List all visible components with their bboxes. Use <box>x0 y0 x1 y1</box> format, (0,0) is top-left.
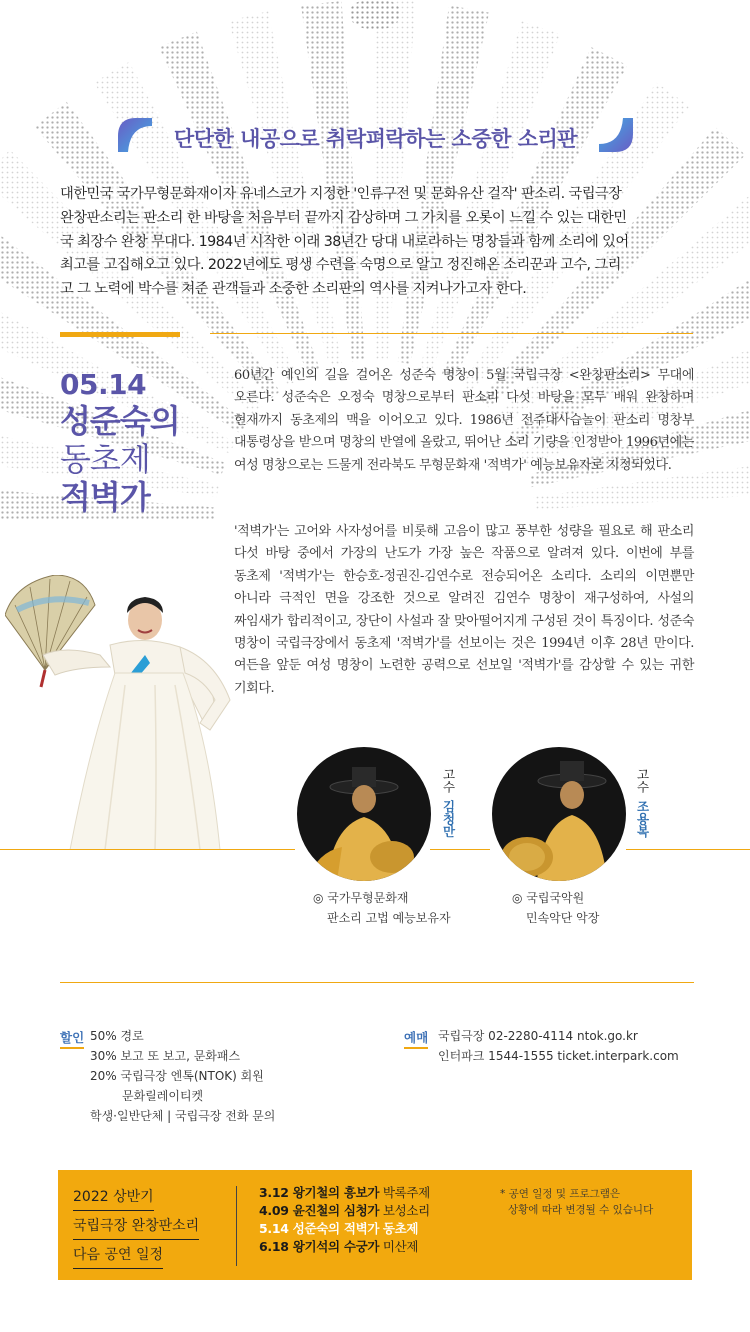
drummer-name <box>440 800 456 841</box>
intro-paragraph <box>60 183 692 302</box>
drummer-credit-2 <box>512 888 599 928</box>
discount-label: 할인 <box>60 1030 85 1045</box>
section-divider-thin <box>210 333 693 334</box>
note-line: 상황에 따라 변경될 수 있습니다 <box>508 1204 654 1216</box>
drummer-label-1 <box>440 768 456 841</box>
schedule-title: 6.18 왕기석의 수궁가 <box>259 1239 380 1254</box>
schedule-school: 박록주제 <box>382 1185 430 1200</box>
schedule-footer <box>58 1170 692 1280</box>
discount-line: 문화릴레이티켓 <box>122 1089 204 1103</box>
schedule-title: 5.14 성준숙의 적벽가 <box>259 1221 380 1236</box>
schedule-note <box>500 1186 653 1218</box>
drummer-line-right <box>626 849 750 850</box>
schedule-item <box>259 1184 430 1202</box>
credit-line: 민속악단 악장 <box>526 911 600 925</box>
footer-divider <box>236 1186 237 1266</box>
headline-left-ornament-icon <box>118 118 152 152</box>
drummer-name-text: 조용복 <box>635 800 650 838</box>
intro-line: 국 최장수 완창 무대다. 1984년 시작한 이래 38년간 당대 내로라하는 명창들과 함께 소리에 있어 <box>60 233 629 250</box>
description-paragraph-1: 60년간 예인의 길을 걸어온 성준숙 명창이 5월 국립극장 <완창판소리> 무대에 오른다. 성준숙은 오정숙 명창으로부터 판소리 다섯 바탕을 모두 배워 완창하며 현재까지 동초제의 맥을 이어오고 있다. 1986년 전주대사습놀이 판소리 명창부 대통령상을 받으며 명창의 반열에 올랐고, 뛰어난 소리 기량을 인정받아 1996년에는 여성 명창으로는 드물게 전라북도 무형문화재 '적벽가' 예능보유자로 지정되었다. <box>234 368 694 473</box>
credit-line: ◎ 국립국악원 <box>512 891 585 905</box>
schedule-item <box>259 1202 430 1220</box>
booking-line[interactable]: 국립극장 02-2280-4114 ntok.go.kr <box>438 1029 638 1043</box>
headline <box>118 118 633 158</box>
drummer-line-mid <box>430 849 490 850</box>
school-name: 동초제 <box>60 440 150 478</box>
credit-line: ◎ 국가무형문화재 <box>313 891 409 905</box>
performer-name: 성준숙의 <box>60 402 180 440</box>
schedule-item-current <box>259 1220 430 1238</box>
folding-fan-icon <box>5 575 95 687</box>
drummer-role-text: 고수 <box>441 768 456 793</box>
schedule-list <box>259 1184 430 1256</box>
section-divider-thick <box>60 332 180 337</box>
schedule-title: 3.12 왕기철의 흥보가 <box>259 1185 380 1200</box>
schedule-title: 4.09 윤진철의 심청가 <box>259 1203 380 1218</box>
next-performances-heading <box>73 1184 199 1271</box>
schedule-school: 보성소리 <box>382 1203 430 1218</box>
drummer-credit-1 <box>313 888 451 928</box>
intro-line: 최고를 고집해오고 있다. 2022년에도 평생 수련을 숙명으로 알고 정진해온 소리꾼과 고수, 그리 <box>60 257 621 274</box>
drummer-name <box>634 800 650 841</box>
drummer-role <box>440 768 456 796</box>
drummer-photo-2 <box>492 747 626 881</box>
next-heading-line: 2022 상반기 <box>73 1184 154 1211</box>
work-title: 적벽가 <box>60 478 150 516</box>
booking-line[interactable]: 인터파크 1544-1555 ticket.interpark.com <box>438 1049 679 1063</box>
drummer-line-left <box>0 849 295 850</box>
performer-photo <box>5 575 240 850</box>
note-line: * 공연 일정 및 프로그램은 <box>500 1188 621 1200</box>
performance-date: 05.14 <box>60 368 147 401</box>
drummer-role <box>634 768 650 796</box>
discount-line: 20% 국립극장 엔톡(NTOK) 회원 <box>90 1069 264 1083</box>
credit-line: 판소리 고법 예능보유자 <box>327 911 451 925</box>
schedule-school: 미산제 <box>382 1239 419 1254</box>
intro-line: 고 그 노력에 박수를 쳐준 관객들과 소중한 소리판의 역사를 지켜나가고자 한다. <box>60 281 527 298</box>
discount-line: 30% 보고 또 보고, 문화패스 <box>90 1049 241 1063</box>
discount-line: 학생·일반단체 | 국립극장 전화 문의 <box>90 1109 276 1123</box>
booking-label: 예매 <box>404 1030 429 1045</box>
schedule-item <box>259 1238 430 1256</box>
drummer-label-2 <box>634 768 650 841</box>
headline-right-ornament-icon <box>599 118 633 152</box>
description-paragraph-2: '적벽가'는 고어와 사자성어를 비롯해 고음이 많고 풍부한 성량을 필요로 해 판소리 다섯 바탕 중에서 가장의 난도가 가장 높은 작품으로 알려져 있다. 이번에 부를 동초제 '적벽가'는 한승호-정권진-김연수로 전승되어온 소리다. 소리의 이면뿐만 아니라 극적인 면을 강조한 것으로 알려진 김연수 명창이 재구성하여, 사설의 짜임새가 합리적이고, 장단이 사설과 잘 맞아떨어지게 구성된 것이 특징이다. 성준숙 명창이 국립극장에서 동초제 '적벽가'를 선보이는 것은 1994년 이후 28년 만이다. 여든을 앞둔 여성 명창이 노련한 공력으로 선보일 '적벽가'를 감상할 수 있는 귀한 기회다. <box>234 524 694 696</box>
next-heading-line: 다음 공연 일정 <box>73 1242 163 1269</box>
info-divider <box>60 982 694 983</box>
fan-rib <box>301 1 365 362</box>
schedule-school: 동초제 <box>382 1221 419 1236</box>
performance-title <box>60 368 180 516</box>
drummer-name-text: 김청만 <box>441 800 456 838</box>
intro-line: 완창판소리는 판소리 한 바탕을 처음부터 끝까지 감상하며 그 가치를 오롯이 느낄 수 있는 대한민 <box>60 209 627 226</box>
next-heading-line: 국립극장 완창판소리 <box>73 1213 199 1240</box>
drummer-photo-1 <box>297 747 431 881</box>
drummer-role-text: 고수 <box>635 768 650 793</box>
intro-line: 대한민국 국가무형문화재이자 유네스코가 지정한 '인류구전 및 문화유산 걸작' 판소리. 국립극장 <box>60 186 622 202</box>
headline-text: 단단한 내공으로 취락펴락하는 소중한 소리판 <box>173 127 578 151</box>
discount-line: 50% 경로 <box>90 1029 144 1043</box>
